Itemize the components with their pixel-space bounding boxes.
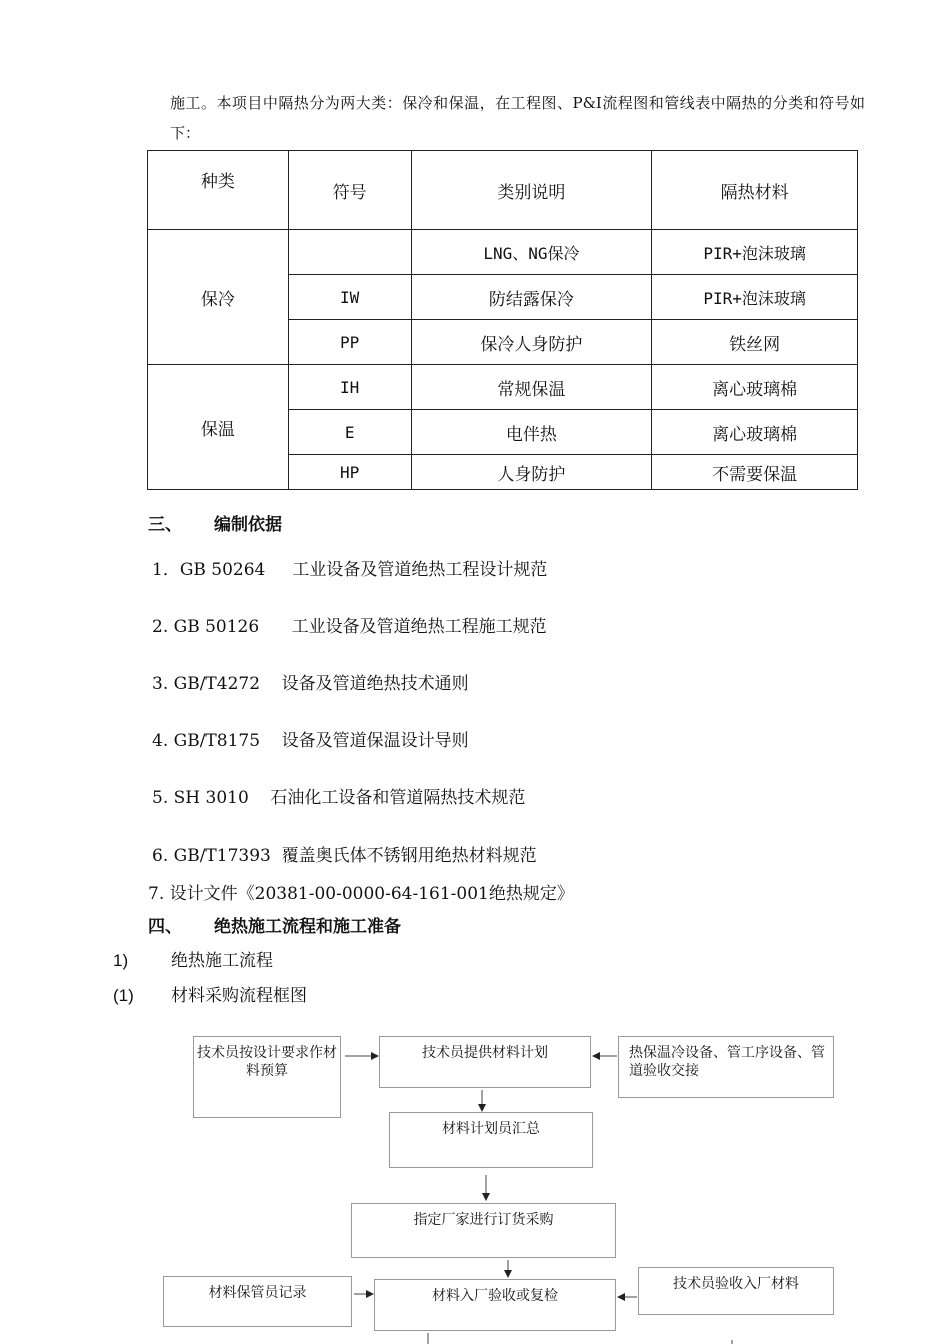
description-cell: 常规保温 bbox=[411, 365, 652, 410]
flow-box-tech-accept: 技术员验收入厂材料 bbox=[638, 1267, 834, 1315]
symbol-cell: E bbox=[288, 410, 411, 455]
standard-item: 3. GB/T4272 设备及管道绝热技术通则 bbox=[152, 674, 469, 694]
header-category: 种类 bbox=[148, 151, 289, 230]
header-symbol: 符号 bbox=[288, 151, 411, 230]
category-cell: 保温 bbox=[148, 365, 289, 490]
symbol-cell: IH bbox=[288, 365, 411, 410]
header-material: 隔热材料 bbox=[652, 151, 858, 230]
description-cell: 人身防护 bbox=[411, 455, 652, 490]
description-cell: 保冷人身防护 bbox=[411, 320, 652, 365]
flow-box-budget: 技术员按设计要求作材料预算 bbox=[193, 1036, 341, 1118]
subheading-2-text: 材料采购流程框图 bbox=[171, 986, 307, 1006]
flow-box-purchase: 指定厂家进行订货采购 bbox=[351, 1203, 616, 1258]
design-file-item: 7. 设计文件《20381-00-0000-64-161-001绝热规定》 bbox=[148, 884, 574, 904]
section-3-title: 编制依据 bbox=[214, 515, 282, 535]
subheading-1-text: 绝热施工流程 bbox=[171, 951, 273, 971]
standard-item: 1．GB 50264 工业设备及管道绝热工程设计规范 bbox=[152, 560, 548, 580]
description-cell: 电伴热 bbox=[411, 410, 652, 455]
description-cell: 防结露保冷 bbox=[411, 275, 652, 320]
material-cell: 离心玻璃棉 bbox=[652, 365, 858, 410]
section-4-title: 绝热施工流程和施工准备 bbox=[214, 917, 401, 937]
symbol-cell: PP bbox=[288, 320, 411, 365]
flow-box-keeper: 材料保管员记录 bbox=[163, 1276, 352, 1327]
material-text: PIR+泡沫玻璃 bbox=[703, 288, 806, 308]
section-4-number: 四、 bbox=[148, 917, 182, 937]
symbol-cell: IW bbox=[288, 275, 411, 320]
flow-box-summary: 材料计划员汇总 bbox=[389, 1112, 593, 1168]
standard-item: 4. GB/T8175 设备及管道保温设计导则 bbox=[152, 731, 469, 751]
material-text: PIR+泡沫玻璃 bbox=[703, 243, 806, 263]
flow-box-inspect: 材料入厂验收或复检 bbox=[374, 1279, 616, 1331]
description-text: LNG、NG保冷 bbox=[483, 243, 580, 263]
symbol-cell: HP bbox=[288, 455, 411, 490]
subheading-1-number: 1) bbox=[113, 951, 129, 970]
intro-paragraph: 施工。本项目中隔热分为两大类：保冷和保温，在工程图、P&I流程图和管线表中隔热的分类和符号如下： bbox=[170, 94, 865, 142]
standard-item: 5. SH 3010 石油化工设备和管道隔热技术规范 bbox=[152, 788, 526, 808]
material-cell: 离心玻璃棉 bbox=[652, 410, 858, 455]
material-cell: 不需要保温 bbox=[652, 455, 858, 490]
subheading-2-number: (1) bbox=[113, 986, 134, 1005]
standard-item: 6. GB/T17393 覆盖奥氏体不锈钢用绝热材料规范 bbox=[152, 846, 537, 866]
flow-box-plan: 技术员提供材料计划 bbox=[379, 1036, 591, 1088]
flow-box-handover: 热保温冷设备、管工序设备、管道验收交接 bbox=[618, 1036, 834, 1098]
category-cell: 保冷 bbox=[148, 230, 289, 365]
material-cell: 铁丝网 bbox=[652, 320, 858, 365]
section-3-number: 三、 bbox=[148, 515, 182, 535]
standard-item: 2. GB 50126 工业设备及管道绝热工程施工规范 bbox=[152, 617, 547, 637]
header-description: 类别说明 bbox=[411, 151, 652, 230]
